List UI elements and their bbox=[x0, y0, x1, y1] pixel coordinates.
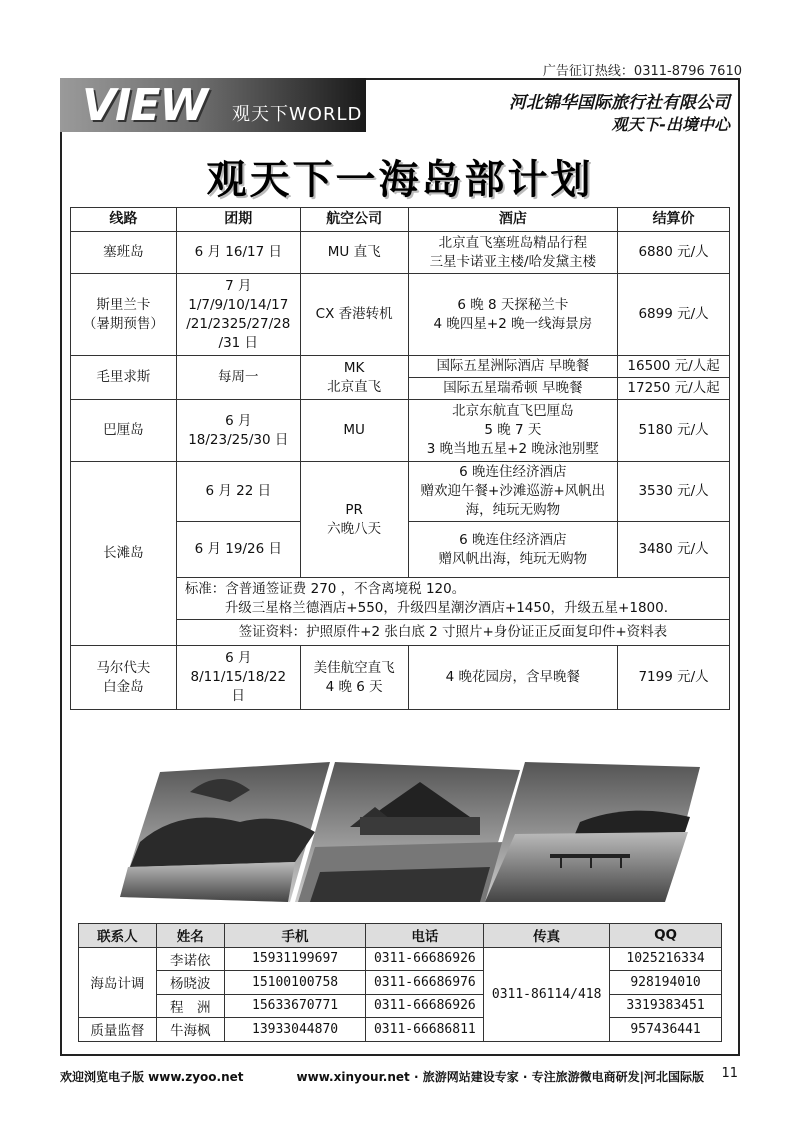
airline-line: 美佳航空直飞 bbox=[313, 659, 395, 676]
island-photo-collage bbox=[120, 762, 700, 902]
table-row bbox=[71, 356, 730, 378]
hotel-cell bbox=[408, 522, 618, 578]
airline-cell bbox=[300, 646, 408, 710]
contact-mobile: 15633670771 bbox=[224, 994, 366, 1018]
date-line: 6 月 bbox=[225, 412, 252, 429]
header-date: 团期 bbox=[176, 208, 300, 232]
table-row bbox=[71, 646, 730, 710]
route-saipan: 塞班岛 bbox=[71, 232, 177, 274]
date-line: 7 月 bbox=[225, 277, 252, 294]
date-cell bbox=[176, 274, 300, 356]
contact-qq: 957436441 bbox=[610, 1018, 722, 1042]
price-cell: 7199 元/人 bbox=[618, 646, 730, 710]
hotel-cell bbox=[408, 400, 618, 462]
airline-cell: MU bbox=[300, 400, 408, 462]
page-title: 观天下一海岛部计划 bbox=[206, 157, 594, 203]
table-row bbox=[71, 400, 730, 462]
page-number: 11 bbox=[721, 1066, 738, 1081]
contact-group-quality: 质量监督 bbox=[79, 1018, 157, 1042]
hotel-cell: 国际五星瑞希顿 早晚餐 bbox=[408, 378, 618, 400]
price-cell: 3530 元/人 bbox=[618, 462, 730, 522]
price-cell: 3480 元/人 bbox=[618, 522, 730, 578]
date-line: /21/2325/27/28 bbox=[186, 315, 291, 332]
logo-sub-text: 观天下WORLD bbox=[232, 104, 363, 125]
contact-name: 杨晓波 bbox=[156, 971, 224, 995]
airline-line: PR bbox=[345, 501, 363, 518]
table-row bbox=[71, 462, 730, 522]
header-hotel: 酒店 bbox=[408, 208, 618, 232]
table-header-row bbox=[71, 208, 730, 232]
boracay-visa-note: 签证资料：护照原件+2 张白底 2 寸照片+身份证正反面复印件+资料表 bbox=[176, 620, 729, 646]
airline-line: 六晚八天 bbox=[327, 520, 382, 537]
contact-name: 李诺依 bbox=[156, 947, 224, 971]
hotel-cell bbox=[408, 232, 618, 274]
header-mobile: 手机 bbox=[224, 924, 366, 948]
header-price: 结算价 bbox=[618, 208, 730, 232]
boracay-standard-note bbox=[176, 578, 729, 620]
route-line: （暑期预售） bbox=[82, 315, 164, 332]
contacts-table bbox=[78, 923, 722, 1042]
footer-right-link[interactable]: www.xinyour.net · 旅游网站建设专家 · 专注旅游微电商研发|河北国际版 bbox=[296, 1070, 704, 1084]
header-airline: 航空公司 bbox=[300, 208, 408, 232]
company-name: 河北锦华国际旅行社有限公司 bbox=[509, 93, 730, 113]
airline-line: 4 晚 6 天 bbox=[325, 678, 383, 695]
hotel-cell bbox=[408, 274, 618, 356]
date-cell: 6 月 22 日 bbox=[176, 462, 300, 522]
logo-view-text: VIEW bbox=[82, 80, 208, 131]
header-qq: QQ bbox=[610, 924, 722, 948]
route-boracay: 长滩岛 bbox=[71, 462, 177, 646]
hotel-line: 北京直飞塞班岛精品行程 bbox=[438, 234, 588, 251]
header-contact: 联系人 bbox=[79, 924, 157, 948]
hotel-line: 三星卡诺亚主楼/哈发黛主楼 bbox=[429, 253, 597, 270]
department-name: 观天下-出境中心 bbox=[611, 115, 730, 134]
contact-fax: 0311-86114/418 bbox=[484, 947, 610, 1041]
hotel-cell: 国际五星洲际酒店 早晚餐 bbox=[408, 356, 618, 378]
date-line: /31 日 bbox=[218, 334, 259, 351]
header-phone: 电话 bbox=[366, 924, 484, 948]
hotel-line: 6 晚 8 天探秘兰卡 bbox=[457, 296, 569, 313]
price-cell: 17250 元/人起 bbox=[618, 378, 730, 400]
date-cell bbox=[176, 400, 300, 462]
hotel-line: 赠欢迎午餐+沙滩巡游+风帆出 bbox=[420, 483, 606, 499]
contact-mobile: 15931199697 bbox=[224, 947, 366, 971]
table-row bbox=[79, 971, 722, 995]
contact-phone: 0311-66686926 bbox=[366, 947, 484, 971]
price-cell: 6899 元/人 bbox=[618, 274, 730, 356]
contact-phone: 0311-66686811 bbox=[366, 1018, 484, 1042]
airline-cell: CX 香港转机 bbox=[300, 274, 408, 356]
date-cell: 每周一 bbox=[176, 356, 300, 400]
price-cell: 5180 元/人 bbox=[618, 400, 730, 462]
route-line: 白金岛 bbox=[103, 678, 144, 695]
hotel-cell: 4 晚花园房，含早晚餐 bbox=[408, 646, 618, 710]
airline-cell bbox=[300, 462, 408, 578]
date-line: 8/11/15/18/22 bbox=[190, 669, 287, 685]
header-route: 线路 bbox=[71, 208, 177, 232]
price-cell: 6880 元/人 bbox=[618, 232, 730, 274]
note-line: 升级三星格兰德酒店+550，升级四星潮汐酒店+1450，升级五星+1800. bbox=[224, 599, 669, 616]
contact-qq: 928194010 bbox=[610, 971, 722, 995]
contact-name: 程 洲 bbox=[156, 994, 224, 1018]
island-plan-table bbox=[70, 207, 730, 710]
contact-group-island: 海岛计调 bbox=[79, 947, 157, 1018]
table-row bbox=[79, 994, 722, 1018]
airline-line: 北京直飞 bbox=[327, 378, 382, 395]
date-cell: 6 月 19/26 日 bbox=[176, 522, 300, 578]
table-row bbox=[71, 274, 730, 356]
contact-mobile: 15100100758 bbox=[224, 971, 366, 995]
hotel-line: 海，纯玩无购物 bbox=[465, 502, 561, 518]
hotel-line: 3 晚当地五星+2 晚泳池别墅 bbox=[426, 441, 599, 457]
view-world-logo bbox=[60, 78, 366, 132]
airline-cell: MU 直飞 bbox=[300, 232, 408, 274]
table-row bbox=[71, 232, 730, 274]
route-mauritius: 毛里求斯 bbox=[71, 356, 177, 400]
date-cell bbox=[176, 646, 300, 710]
hotel-line: 北京东航直飞巴厘岛 bbox=[452, 403, 574, 419]
ad-hotline: 广告征订热线：0311-8796 7610 bbox=[542, 64, 742, 79]
date-line: 1/7/9/10/14/17 bbox=[188, 296, 289, 313]
contact-qq: 1025216334 bbox=[610, 947, 722, 971]
hotel-cell bbox=[408, 462, 618, 522]
hotel-line: 6 晚连住经济酒店 bbox=[459, 464, 567, 480]
contact-name: 牛海枫 bbox=[156, 1018, 224, 1042]
footer-left-link[interactable]: 欢迎浏览电子版 www.zyoo.net bbox=[60, 1070, 244, 1084]
note-line: 标准：含普通签证费 270 ，不含离境税 120。 bbox=[184, 580, 466, 597]
route-line: 斯里兰卡 bbox=[96, 296, 151, 313]
route-bali: 巴厘岛 bbox=[71, 400, 177, 462]
table-row bbox=[79, 1018, 722, 1042]
contact-phone: 0311-66686926 bbox=[366, 994, 484, 1018]
hotel-line: 4 晚四星+2 晚一线海景房 bbox=[433, 315, 593, 332]
date-line: 6 月 bbox=[225, 650, 252, 666]
route-maldives bbox=[71, 646, 177, 710]
table-row bbox=[79, 947, 722, 971]
contact-qq: 3319383451 bbox=[610, 994, 722, 1018]
hotel-line: 6 晚连住经济酒店 bbox=[459, 531, 567, 548]
hotel-line: 赠风帆出海，纯玩无购物 bbox=[438, 550, 588, 567]
date-line: 18/23/25/30 日 bbox=[188, 431, 289, 448]
date-line: 日 bbox=[231, 688, 246, 704]
contact-phone: 0311-66686976 bbox=[366, 971, 484, 995]
date-cell: 6 月 16/17 日 bbox=[176, 232, 300, 274]
hotel-line: 5 晚 7 天 bbox=[484, 422, 542, 438]
price-cell: 16500 元/人起 bbox=[618, 356, 730, 378]
route-line: 马尔代夫 bbox=[96, 659, 151, 676]
contacts-header-row bbox=[79, 924, 722, 948]
route-sri-lanka bbox=[71, 274, 177, 356]
contact-mobile: 13933044870 bbox=[224, 1018, 366, 1042]
header-fax: 传真 bbox=[484, 924, 610, 948]
airline-cell bbox=[300, 356, 408, 400]
header-name: 姓名 bbox=[156, 924, 224, 948]
airline-line: MK bbox=[343, 359, 365, 376]
